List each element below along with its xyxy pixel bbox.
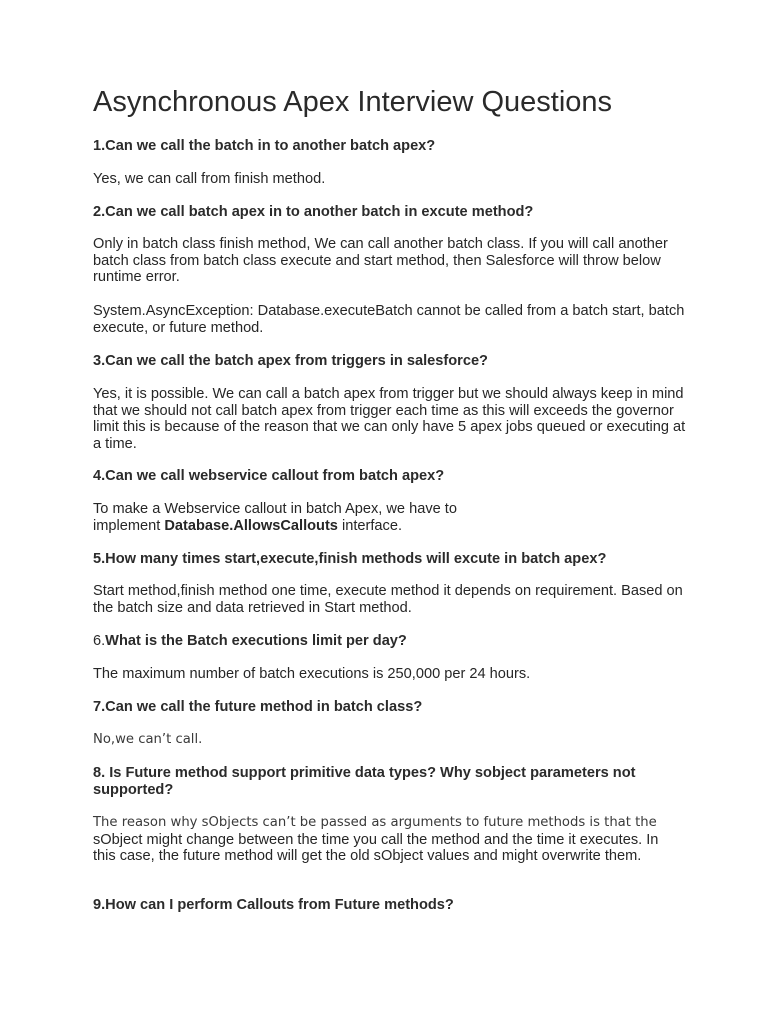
question-4 — [93, 468, 693, 485]
question-1 — [93, 138, 693, 155]
question-heading — [93, 633, 693, 650]
page-title: Asynchronous Apex Interview Questions — [93, 86, 613, 118]
answer-4 — [93, 501, 493, 534]
answer-paragraph: System.AsyncException: Database.executeBatch cannot be called from a batch start, batch execute, or future method. — [93, 303, 685, 336]
answer-paragraph — [93, 501, 493, 534]
answer-paragraph: No,we can’t call. — [93, 732, 203, 747]
question-heading: 1.Can we call the batch in to another batch apex? — [93, 138, 436, 154]
question-heading: 9.How can I perform Callouts from Future methods? — [93, 897, 454, 913]
question-8 — [93, 765, 693, 799]
answer-paragraph: The maximum number of batch executions is 250,000 per 24 hours. — [93, 666, 531, 682]
answer-paragraph: Yes, we can call from finish method. — [93, 171, 326, 187]
answer-text: To make a Webservice callout in batch Apex, we have to implement — [93, 501, 457, 534]
question-3 — [93, 353, 693, 370]
question-heading: 8. Is Future method support primitive data types? Why sobject parameters not supported? — [93, 765, 636, 798]
answer-paragraph-first-line: The reason why sObjects can’t be passed as arguments to future methods is that the — [93, 815, 657, 830]
answer-7 — [93, 732, 693, 749]
question-heading: 4.Can we call webservice callout from batch apex? — [93, 468, 445, 484]
question-heading: 5.How many times start,execute,finish methods will excute in batch apex? — [93, 551, 607, 567]
answer-2-error — [93, 303, 693, 336]
answer-5 — [93, 583, 693, 616]
question-text: What is the Batch executions limit per day? — [105, 633, 407, 649]
question-7 — [93, 699, 693, 716]
answer-6 — [93, 666, 693, 683]
answer-paragraph: Only in batch class finish method, We can call another batch class. If you will call another batch class from batch class execute and start method, then Salesforce will throw below runtime error. — [93, 236, 668, 286]
answer-text: interface. — [337, 517, 403, 534]
question-6 — [93, 633, 693, 650]
answer-paragraph: Start method,finish method one time, execute method it depends on requirement. Based on the batch size and data retrieved in Start method. — [93, 583, 683, 616]
question-5 — [93, 551, 693, 568]
answer-paragraph: sObject might change between the time you call the method and the time it executes. In this case, the future method will get the old sObject values and might overwrite them. — [93, 831, 659, 865]
question-9 — [93, 897, 693, 914]
question-number: 6. — [93, 633, 106, 649]
answer-8 — [93, 815, 703, 865]
question-heading: 3.Can we call the batch apex from triggers in salesforce? — [93, 353, 488, 369]
question-heading: 2.Can we call batch apex in to another batch in excute method? — [93, 204, 534, 220]
answer-3 — [93, 386, 693, 453]
answer-2 — [93, 236, 693, 286]
answer-1 — [93, 171, 693, 188]
interface-name: Database.AllowsCallouts — [164, 517, 338, 534]
question-heading: 7.Can we call the future method in batch class? — [93, 699, 423, 715]
answer-paragraph: Yes, it is possible. We can call a batch apex from trigger but we should always keep in mind that we should not call batch apex from trigger each time as this will exceeds the governor limit this is because of the reason that we can only have 5 apex jobs queued or executing at a time. — [93, 386, 686, 453]
question-2 — [93, 204, 693, 221]
